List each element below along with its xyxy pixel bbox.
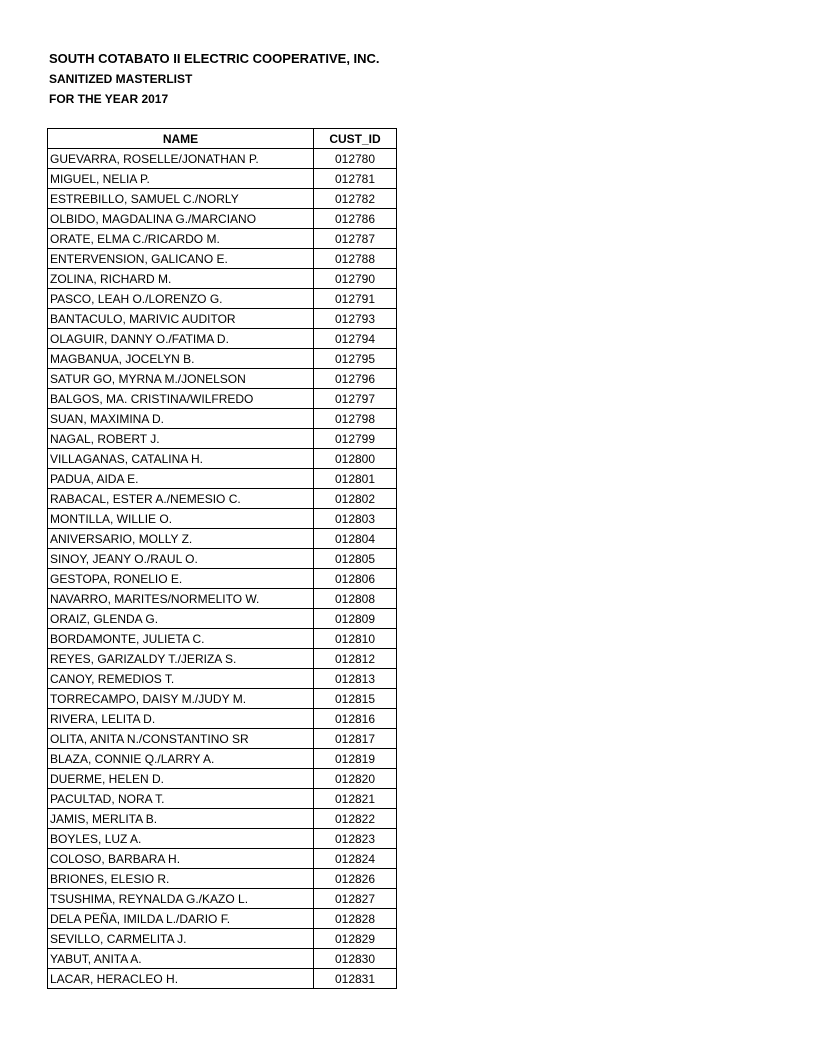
customer-name-cell: BALGOS, MA. CRISTINA/WILFREDO: [48, 389, 314, 409]
customer-id-cell: 012806: [314, 569, 397, 589]
table-row: [48, 189, 397, 209]
document-header: [49, 49, 380, 109]
customer-name-cell: DUERME, HELEN D.: [48, 769, 314, 789]
customer-name-cell: ANIVERSARIO, MOLLY Z.: [48, 529, 314, 549]
customer-name-cell: ESTREBILLO, SAMUEL C./NORLY: [48, 189, 314, 209]
customer-name-cell: REYES, GARIZALDY T./JERIZA S.: [48, 649, 314, 669]
table-row: [48, 829, 397, 849]
table-row: [48, 769, 397, 789]
customer-id-cell: 012794: [314, 329, 397, 349]
customer-name-cell: SUAN, MAXIMINA D.: [48, 409, 314, 429]
customer-name-cell: BRIONES, ELESIO R.: [48, 869, 314, 889]
customer-name-cell: BLAZA, CONNIE Q./LARRY A.: [48, 749, 314, 769]
customer-id-cell: 012827: [314, 889, 397, 909]
customer-id-cell: 012787: [314, 229, 397, 249]
table-row: [48, 669, 397, 689]
customer-id-cell: 012826: [314, 869, 397, 889]
customer-id-cell: 012831: [314, 969, 397, 989]
table-row: [48, 309, 397, 329]
customer-name-cell: SATUR GO, MYRNA M./JONELSON: [48, 369, 314, 389]
customer-name-cell: BORDAMONTE, JULIETA C.: [48, 629, 314, 649]
customer-id-cell: 012817: [314, 729, 397, 749]
customer-name-cell: ENTERVENSION, GALICANO E.: [48, 249, 314, 269]
customer-id-cell: 012820: [314, 769, 397, 789]
customer-name-cell: MAGBANUA, JOCELYN B.: [48, 349, 314, 369]
table-row: [48, 229, 397, 249]
customer-id-cell: 012799: [314, 429, 397, 449]
table-row: [48, 349, 397, 369]
table-row: [48, 749, 397, 769]
table-row: [48, 789, 397, 809]
customer-id-cell: 012797: [314, 389, 397, 409]
table-row: [48, 889, 397, 909]
customer-id-cell: 012795: [314, 349, 397, 369]
document-subtitle: SANITIZED MASTERLIST: [49, 72, 193, 86]
table-row: [48, 249, 397, 269]
customer-name-cell: OLITA, ANITA N./CONSTANTINO SR: [48, 729, 314, 749]
table-header-row: [48, 129, 397, 149]
year-line: FOR THE YEAR 2017: [49, 92, 169, 106]
customer-name-cell: PADUA, AIDA E.: [48, 469, 314, 489]
customer-name-cell: COLOSO, BARBARA H.: [48, 849, 314, 869]
customer-id-cell: 012796: [314, 369, 397, 389]
table-row: [48, 149, 397, 169]
table-row: [48, 949, 397, 969]
table-row: [48, 649, 397, 669]
table-row: [48, 869, 397, 889]
table-row: [48, 929, 397, 949]
customer-name-cell: SEVILLO, CARMELITA J.: [48, 929, 314, 949]
table-row: [48, 969, 397, 989]
customer-name-cell: LACAR, HERACLEO H.: [48, 969, 314, 989]
table-row: [48, 849, 397, 869]
table-row: [48, 409, 397, 429]
table-row: [48, 549, 397, 569]
table-row: [48, 509, 397, 529]
customer-id-cell: 012788: [314, 249, 397, 269]
customer-name-cell: VILLAGANAS, CATALINA H.: [48, 449, 314, 469]
customer-id-cell: 012822: [314, 809, 397, 829]
customer-id-cell: 012805: [314, 549, 397, 569]
customer-id-cell: 012800: [314, 449, 397, 469]
customer-id-cell: 012829: [314, 929, 397, 949]
customer-id-cell: 012816: [314, 709, 397, 729]
customer-id-cell: 012793: [314, 309, 397, 329]
customer-name-cell: BOYLES, LUZ A.: [48, 829, 314, 849]
customer-name-cell: SINOY, JEANY O./RAUL O.: [48, 549, 314, 569]
customer-id-cell: 012803: [314, 509, 397, 529]
customer-id-cell: 012801: [314, 469, 397, 489]
customer-id-cell: 012804: [314, 529, 397, 549]
table-row: [48, 569, 397, 589]
customer-id-cell: 012786: [314, 209, 397, 229]
customer-id-cell: 012828: [314, 909, 397, 929]
customer-name-cell: NAGAL, ROBERT J.: [48, 429, 314, 449]
table-row: [48, 909, 397, 929]
customer-name-cell: PACULTAD, NORA T.: [48, 789, 314, 809]
customer-name-cell: BANTACULO, MARIVIC AUDITOR: [48, 309, 314, 329]
customer-id-cell: 012809: [314, 609, 397, 629]
customer-id-cell: 012808: [314, 589, 397, 609]
customer-id-cell: 012830: [314, 949, 397, 969]
table-row: [48, 729, 397, 749]
customer-name-cell: YABUT, ANITA A.: [48, 949, 314, 969]
table-row: [48, 269, 397, 289]
customer-id-cell: 012819: [314, 749, 397, 769]
table-row: [48, 289, 397, 309]
customer-name-cell: MONTILLA, WILLIE O.: [48, 509, 314, 529]
table-row: [48, 809, 397, 829]
customer-name-cell: JAMIS, MERLITA B.: [48, 809, 314, 829]
customer-id-cell: 012815: [314, 689, 397, 709]
customer-name-cell: TSUSHIMA, REYNALDA G./KAZO L.: [48, 889, 314, 909]
table-row: [48, 429, 397, 449]
table-row: [48, 449, 397, 469]
customer-name-cell: GUEVARRA, ROSELLE/JONATHAN P.: [48, 149, 314, 169]
table-row: [48, 529, 397, 549]
customer-name-cell: MIGUEL, NELIA P.: [48, 169, 314, 189]
customer-name-cell: ORATE, ELMA C./RICARDO M.: [48, 229, 314, 249]
table-row: [48, 609, 397, 629]
customer-name-cell: OLBIDO, MAGDALINA G./MARCIANO: [48, 209, 314, 229]
customer-name-cell: OLAGUIR, DANNY O./FATIMA D.: [48, 329, 314, 349]
table-row: [48, 689, 397, 709]
masterlist-table: [47, 128, 397, 989]
customer-id-cell: 012813: [314, 669, 397, 689]
customer-name-cell: RABACAL, ESTER A./NEMESIO C.: [48, 489, 314, 509]
table-body: [48, 149, 397, 989]
table-row: [48, 329, 397, 349]
customer-id-cell: 012782: [314, 189, 397, 209]
table-row: [48, 629, 397, 649]
customer-id-cell: 012791: [314, 289, 397, 309]
table-row: [48, 469, 397, 489]
customer-name-cell: ZOLINA, RICHARD M.: [48, 269, 314, 289]
customer-id-cell: 012790: [314, 269, 397, 289]
table-row: [48, 369, 397, 389]
table-row: [48, 589, 397, 609]
customer-id-cell: 012810: [314, 629, 397, 649]
customer-name-cell: CANOY, REMEDIOS T.: [48, 669, 314, 689]
customer-id-cell: 012802: [314, 489, 397, 509]
table-row: [48, 489, 397, 509]
customer-id-cell: 012823: [314, 829, 397, 849]
column-header-cust-id: CUST_ID: [314, 129, 397, 149]
customer-name-cell: TORRECAMPO, DAISY M./JUDY M.: [48, 689, 314, 709]
table-row: [48, 709, 397, 729]
customer-id-cell: 012824: [314, 849, 397, 869]
customer-name-cell: PASCO, LEAH O./LORENZO G.: [48, 289, 314, 309]
customer-name-cell: RIVERA, LELITA D.: [48, 709, 314, 729]
table-row: [48, 209, 397, 229]
customer-name-cell: DELA PEÑA, IMILDA L./DARIO F.: [48, 909, 314, 929]
table-row: [48, 169, 397, 189]
customer-id-cell: 012781: [314, 169, 397, 189]
customer-id-cell: 012798: [314, 409, 397, 429]
customer-id-cell: 012812: [314, 649, 397, 669]
table-row: [48, 389, 397, 409]
customer-name-cell: NAVARRO, MARITES/NORMELITO W.: [48, 589, 314, 609]
customer-id-cell: 012821: [314, 789, 397, 809]
cooperative-title: SOUTH COTABATO II ELECTRIC COOPERATIVE, INC.: [49, 51, 380, 66]
column-header-name: NAME: [48, 129, 314, 149]
customer-name-cell: ORAIZ, GLENDA G.: [48, 609, 314, 629]
customer-id-cell: 012780: [314, 149, 397, 169]
customer-name-cell: GESTOPA, RONELIO E.: [48, 569, 314, 589]
